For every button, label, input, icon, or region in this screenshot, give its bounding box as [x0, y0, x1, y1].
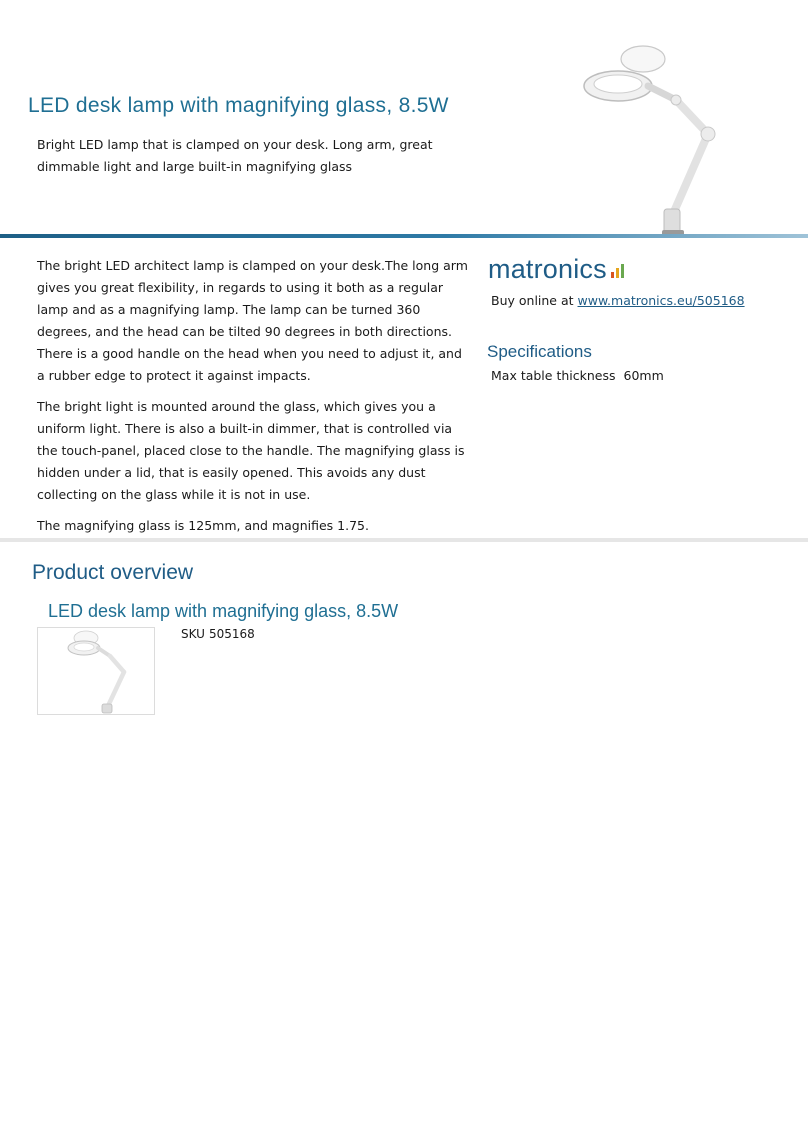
- description-paragraph: The bright light is mounted around the glass, which gives you a uniform light. There is also a built-in dimmer, that is controlled via the touch-panel, placed close to the handle. The magnifying glass is hidden under a lid, that is easily opened. This avoids any dust collecting on the glass while it is not in use.: [37, 399, 465, 502]
- product-sku: [181, 627, 255, 641]
- page-title: LED desk lamp with magnifying glass, 8.5W: [28, 94, 449, 117]
- signal-bars-icon: [611, 264, 626, 278]
- matronics-logo: [488, 253, 626, 283]
- buy-online: [491, 293, 745, 308]
- buy-online-link[interactable]: www.matronics.eu/505168: [577, 293, 745, 308]
- desk-lamp-thumbnail: [38, 628, 154, 714]
- spec-row: [491, 368, 664, 383]
- product-thumbnail[interactable]: [37, 627, 155, 715]
- desk-lamp-image: [578, 34, 728, 238]
- product-name: LED desk lamp with magnifying glass, 8.5W: [48, 601, 399, 621]
- sku-label: SKU: [181, 627, 205, 641]
- logo-text: matronics: [488, 254, 607, 284]
- description-paragraph: The bright LED architect lamp is clamped on your desk.The long arm gives you great flexibility, in regards to using it both as a regular lamp and as a magnifying lamp. The lamp can be turned 360 degrees, and the head can be tilted 90 degrees in both directions. There is a good handle on the head when you need to adjust it, and a rubber edge to protect it against impacts.: [37, 258, 468, 383]
- description-paragraph: The magnifying glass is 125mm, and magnifies 1.75.: [37, 518, 369, 533]
- sku-value: 505168: [208, 627, 255, 641]
- logo-bar: [616, 268, 619, 278]
- header-divider: [0, 234, 808, 238]
- product-description: [37, 255, 469, 546]
- spec-key: Max table thickness: [491, 368, 616, 383]
- product-subtitle: Bright LED lamp that is clamped on your desk. Long arm, great dimmable light and large built-in magnifying glass: [37, 137, 433, 174]
- logo-bar: [621, 264, 624, 278]
- logo-bar: [611, 272, 614, 278]
- specifications-heading: Specifications: [487, 342, 592, 361]
- spec-value: 60mm: [623, 368, 664, 383]
- overview-heading: Product overview: [32, 561, 194, 584]
- buy-online-label: Buy online at: [491, 293, 578, 308]
- section-divider: [0, 538, 808, 542]
